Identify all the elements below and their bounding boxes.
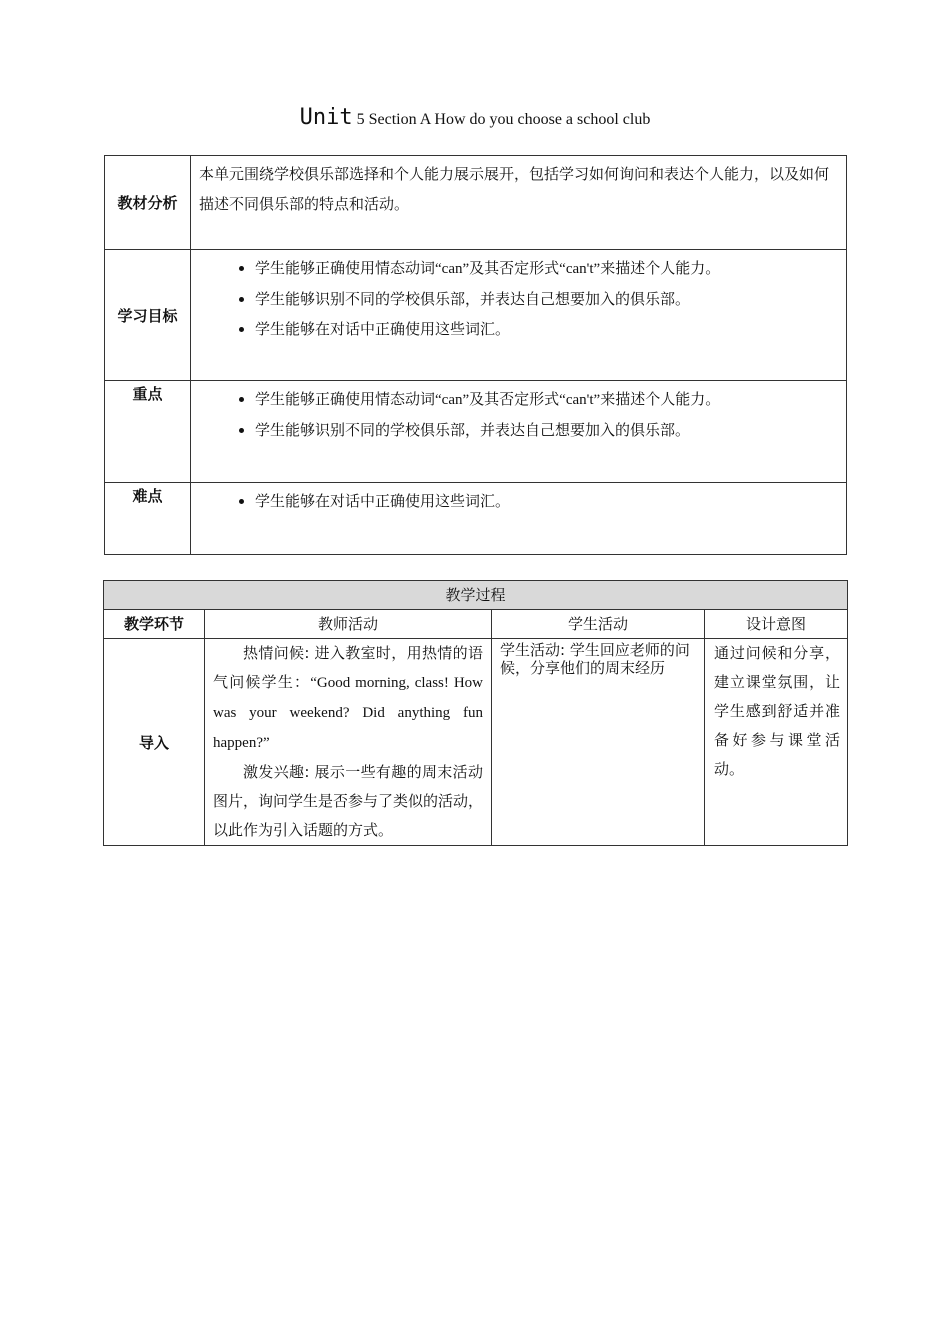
list-item: • 学生能够在对话中正确使用这些词汇。 — [255, 486, 838, 516]
column-header: 教学环节 — [104, 610, 205, 639]
analysis-row-objectives — [105, 250, 847, 381]
process-caption-row — [104, 581, 848, 610]
column-header: 学生活动 — [492, 610, 705, 639]
title-unit: Unit — [299, 105, 353, 130]
list-item: • 学生能够识别不同的学校俱乐部，并表达自己想要加入的俱乐部。 — [255, 284, 838, 314]
process-header-row — [104, 610, 848, 639]
process-table — [103, 580, 848, 846]
student-activity-cell: 学生活动: 学生回应老师的问候，分享他们的周末经历 — [492, 639, 705, 846]
list-item: • 学生能够正确使用情态动词“can”及其否定形式“can't”来描述个人能力。 — [255, 384, 838, 415]
list-item: • 学生能够正确使用情态动词“can”及其否定形式“can't”来描述个人能力。 — [255, 253, 838, 284]
analysis-row-difficulties — [105, 483, 847, 555]
bullet-list — [199, 384, 838, 445]
table-row — [104, 639, 848, 846]
column-header: 设计意图 — [705, 610, 848, 639]
analysis-row-material — [105, 156, 847, 250]
column-header: 教师活动 — [205, 610, 492, 639]
row-label: 教材分析 — [105, 156, 191, 250]
analysis-row-key-points — [105, 381, 847, 483]
row-label: 重点 — [105, 381, 191, 483]
list-item: • 学生能够识别不同的学校俱乐部，并表达自己想要加入的俱乐部。 — [255, 415, 838, 445]
list-item: • 学生能够在对话中正确使用这些词汇。 — [255, 314, 838, 344]
title-rest: 5 Section A How do you choose a school club — [356, 111, 651, 128]
row-label: 难点 — [105, 483, 191, 555]
teacher-paragraph: 激发兴趣: 展示一些有趣的周末活动图片，询问学生是否参与了类似的活动，以此作为引入话题的方式。 — [213, 763, 484, 839]
process-caption: 教学过程 — [104, 581, 848, 610]
analysis-table — [104, 155, 847, 555]
stage-cell: 导入 — [104, 639, 205, 846]
page-title — [0, 103, 950, 135]
teacher-activity-cell — [205, 639, 492, 846]
teacher-paragraph: 热情问候: 进入教室时，用热情的语气问候学生：“Good morning, class! How was your weekend? Did anything fun happen?” — [213, 644, 483, 751]
bullet-list — [199, 486, 838, 516]
row-label: 学习目标 — [105, 250, 191, 381]
design-intent-cell: 通过问候和分享，建立课堂氛围，让学生感到舒适并准备好参与课堂活动。 — [705, 639, 848, 846]
bullet-list — [199, 253, 838, 344]
row-text: 本单元围绕学校俱乐部选择和个人能力展示展开，包括学习如何询问和表达个人能力，以及如何描述不同俱乐部的特点和活动。 — [191, 156, 847, 250]
